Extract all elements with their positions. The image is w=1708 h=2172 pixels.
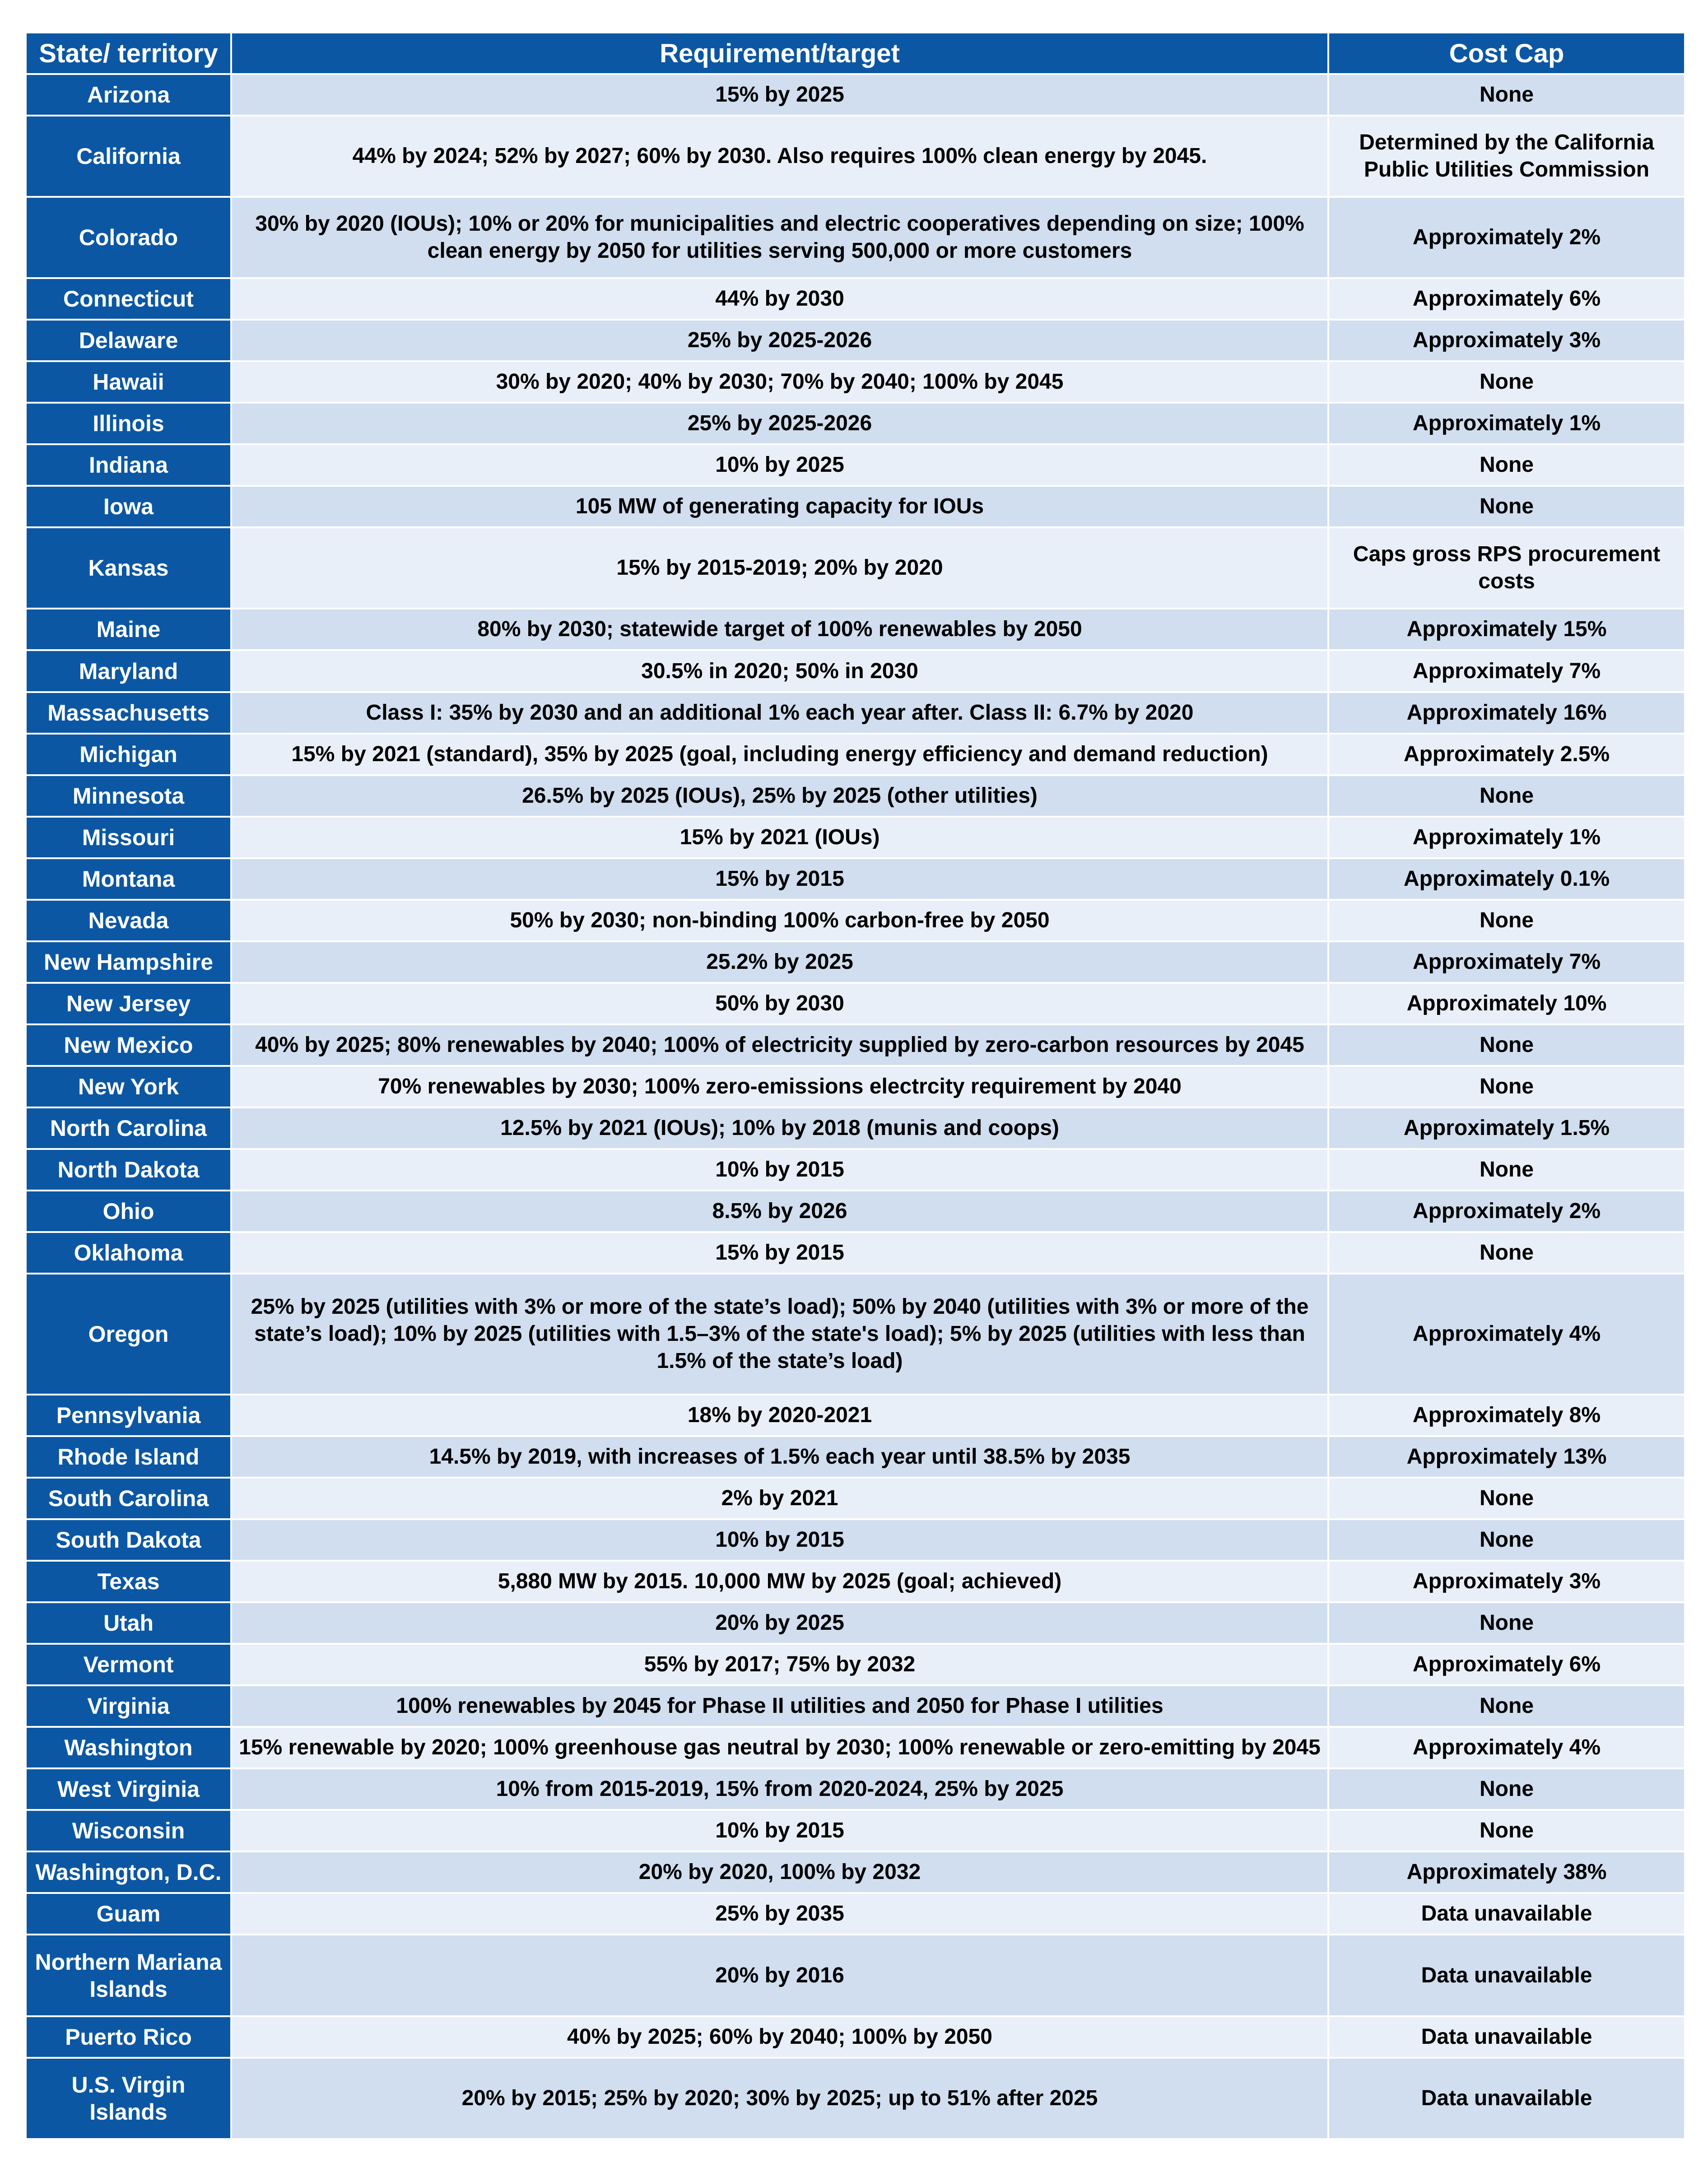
cost-cap-cell: Data unavailable xyxy=(1329,2059,1684,2138)
table-row xyxy=(27,651,1684,691)
cost-cap-cell: None xyxy=(1329,362,1684,402)
state-cell: Virginia xyxy=(27,1686,230,1726)
table-row xyxy=(27,1811,1684,1851)
requirement-cell: 20% by 2016 xyxy=(232,1935,1327,2015)
requirement-cell: 25% by 2035 xyxy=(232,1894,1327,1934)
requirement-cell: 40% by 2025; 60% by 2040; 100% by 2050 xyxy=(232,2017,1327,2057)
state-cell: Delaware xyxy=(27,321,230,360)
cost-cap-cell: Approximately 2.5% xyxy=(1329,735,1684,774)
table-row xyxy=(27,1520,1684,1560)
cost-cap-cell: Approximately 10% xyxy=(1329,984,1684,1023)
cost-cap-cell: Approximately 1.5% xyxy=(1329,1108,1684,1148)
requirement-cell: 10% by 2015 xyxy=(232,1811,1327,1851)
cost-cap-cell: Approximately 4% xyxy=(1329,1728,1684,1767)
requirement-cell: 20% by 2020, 100% by 2032 xyxy=(232,1852,1327,1892)
requirement-cell: 20% by 2025 xyxy=(232,1603,1327,1643)
cost-cap-cell: Data unavailable xyxy=(1329,1935,1684,2015)
state-cell: South Carolina xyxy=(27,1479,230,1518)
table-row xyxy=(27,1437,1684,1477)
cost-cap-cell: None xyxy=(1329,487,1684,526)
cost-cap-cell: None xyxy=(1329,901,1684,940)
cost-cap-cell: Approximately 4% xyxy=(1329,1274,1684,1394)
cost-cap-cell: Approximately 0.1% xyxy=(1329,859,1684,899)
requirement-cell: 15% by 2021 (IOUs) xyxy=(232,818,1327,857)
table-row xyxy=(27,321,1684,360)
requirement-cell: 15% by 2025 xyxy=(232,75,1327,115)
cost-cap-cell: Approximately 15% xyxy=(1329,609,1684,649)
cost-cap-cell: None xyxy=(1329,1025,1684,1065)
requirement-cell: 12.5% by 2021 (IOUs); 10% by 2018 (munis and coops) xyxy=(232,1108,1327,1148)
requirement-cell: 25.2% by 2025 xyxy=(232,942,1327,982)
cost-cap-cell: Data unavailable xyxy=(1329,1894,1684,1934)
table-row xyxy=(27,693,1684,733)
cost-cap-cell: None xyxy=(1329,75,1684,115)
requirement-cell: Class I: 35% by 2030 and an additional 1% each year after. Class II: 6.7% by 2020 xyxy=(232,693,1327,733)
table-row xyxy=(27,1769,1684,1809)
header-cost-cap: Cost Cap xyxy=(1329,33,1684,73)
header-requirement: Requirement/target xyxy=(232,33,1327,73)
table-row xyxy=(27,1025,1684,1065)
table-row xyxy=(27,1562,1684,1601)
table-row xyxy=(27,1150,1684,1190)
table-row xyxy=(27,818,1684,857)
state-cell: New York xyxy=(27,1067,230,1107)
requirement-cell: 44% by 2024; 52% by 2027; 60% by 2030. Also requires 100% clean energy by 2045. xyxy=(232,116,1327,196)
table-row xyxy=(27,1191,1684,1231)
table-row xyxy=(27,942,1684,982)
table-row xyxy=(27,1395,1684,1435)
table-row xyxy=(27,1935,1684,2015)
table-row xyxy=(27,1603,1684,1643)
state-cell: Oklahoma xyxy=(27,1233,230,1273)
cost-cap-cell: None xyxy=(1329,445,1684,485)
state-cell: U.S. Virgin Islands xyxy=(27,2059,230,2138)
state-cell: Montana xyxy=(27,859,230,899)
table-row xyxy=(27,1274,1684,1394)
cost-cap-cell: None xyxy=(1329,1603,1684,1643)
requirement-cell: 15% by 2015 xyxy=(232,859,1327,899)
requirement-cell: 10% by 2015 xyxy=(232,1520,1327,1560)
state-cell: Nevada xyxy=(27,901,230,940)
cost-cap-cell: Approximately 6% xyxy=(1329,1645,1684,1684)
requirement-cell: 15% by 2021 (standard), 35% by 2025 (goal, including energy efficiency and demand reduction) xyxy=(232,735,1327,774)
requirement-cell: 105 MW of generating capacity for IOUs xyxy=(232,487,1327,526)
requirement-cell: 25% by 2025 (utilities with 3% or more of the state’s load); 50% by 2040 (utilities with 3% or more of the state’s load); 10% by 2025 (utilities with 1.5–3% of the state's load); 5% by 2025 (utilities with less than 1.5% of the state’s load) xyxy=(232,1274,1327,1394)
table-row xyxy=(27,609,1684,649)
state-cell: Kansas xyxy=(27,528,230,608)
requirement-cell: 20% by 2015; 25% by 2020; 30% by 2025; up to 51% after 2025 xyxy=(232,2059,1327,2138)
cost-cap-cell: None xyxy=(1329,1686,1684,1726)
state-cell: New Jersey xyxy=(27,984,230,1023)
requirement-cell: 8.5% by 2026 xyxy=(232,1191,1327,1231)
cost-cap-cell: Approximately 7% xyxy=(1329,651,1684,691)
cost-cap-cell: Determined by the California Public Utilities Commission xyxy=(1329,116,1684,196)
requirement-cell: 10% by 2015 xyxy=(232,1150,1327,1190)
header-state: State/ territory xyxy=(27,33,230,73)
requirement-cell: 80% by 2030; statewide target of 100% renewables by 2050 xyxy=(232,609,1327,649)
requirement-cell: 18% by 2020-2021 xyxy=(232,1395,1327,1435)
requirement-cell: 15% by 2015 xyxy=(232,1233,1327,1273)
state-cell: Colorado xyxy=(27,198,230,277)
table-row xyxy=(27,776,1684,816)
state-cell: Ohio xyxy=(27,1191,230,1231)
state-cell: Massachusetts xyxy=(27,693,230,733)
rps-table xyxy=(25,32,1686,2140)
requirement-cell: 40% by 2025; 80% renewables by 2040; 100% of electricity supplied by zero-carbon resources by 2045 xyxy=(232,1025,1327,1065)
state-cell: Texas xyxy=(27,1562,230,1601)
state-cell: Arizona xyxy=(27,75,230,115)
requirement-cell: 30.5% in 2020; 50% in 2030 xyxy=(232,651,1327,691)
state-cell: West Virginia xyxy=(27,1769,230,1809)
state-cell: North Carolina xyxy=(27,1108,230,1148)
state-cell: Northern Mariana Islands xyxy=(27,1935,230,2015)
requirement-cell: 100% renewables by 2045 for Phase II utilities and 2050 for Phase I utilities xyxy=(232,1686,1327,1726)
state-cell: Rhode Island xyxy=(27,1437,230,1477)
state-cell: Wisconsin xyxy=(27,1811,230,1851)
requirement-cell: 10% by 2025 xyxy=(232,445,1327,485)
table-row xyxy=(27,198,1684,277)
state-cell: Iowa xyxy=(27,487,230,526)
state-cell: Vermont xyxy=(27,1645,230,1684)
state-cell: Indiana xyxy=(27,445,230,485)
requirement-cell: 30% by 2020; 40% by 2030; 70% by 2040; 100% by 2045 xyxy=(232,362,1327,402)
cost-cap-cell: None xyxy=(1329,1769,1684,1809)
state-cell: Illinois xyxy=(27,404,230,443)
table-row xyxy=(27,528,1684,608)
cost-cap-cell: Approximately 3% xyxy=(1329,321,1684,360)
cost-cap-cell: None xyxy=(1329,1150,1684,1190)
table-row xyxy=(27,1479,1684,1518)
table-row xyxy=(27,1728,1684,1767)
cost-cap-cell: None xyxy=(1329,1479,1684,1518)
table-row xyxy=(27,984,1684,1023)
requirement-cell: 15% renewable by 2020; 100% greenhouse gas neutral by 2030; 100% renewable or zero-emitting by 2045 xyxy=(232,1728,1327,1767)
cost-cap-cell: Approximately 13% xyxy=(1329,1437,1684,1477)
state-cell: New Mexico xyxy=(27,1025,230,1065)
table-row xyxy=(27,362,1684,402)
state-cell: Pennsylvania xyxy=(27,1395,230,1435)
table-row xyxy=(27,1233,1684,1273)
table-row xyxy=(27,2059,1684,2138)
state-cell: North Dakota xyxy=(27,1150,230,1190)
table-row xyxy=(27,859,1684,899)
table-row xyxy=(27,901,1684,940)
cost-cap-cell: Approximately 1% xyxy=(1329,404,1684,443)
state-cell: Washington xyxy=(27,1728,230,1767)
state-cell: Minnesota xyxy=(27,776,230,816)
table-row xyxy=(27,404,1684,443)
requirement-cell: 25% by 2025-2026 xyxy=(232,321,1327,360)
state-cell: New Hampshire xyxy=(27,942,230,982)
requirement-cell: 15% by 2015-2019; 20% by 2020 xyxy=(232,528,1327,608)
state-cell: Washington, D.C. xyxy=(27,1852,230,1892)
table-row xyxy=(27,1645,1684,1684)
cost-cap-cell: None xyxy=(1329,1811,1684,1851)
state-cell: Connecticut xyxy=(27,279,230,319)
requirement-cell: 2% by 2021 xyxy=(232,1479,1327,1518)
requirement-cell: 30% by 2020 (IOUs); 10% or 20% for municipalities and electric cooperatives depending on size; 100% clean energy by 2050 for utilities serving 500,000 or more customers xyxy=(232,198,1327,277)
table-row xyxy=(27,116,1684,196)
table-header-row xyxy=(27,33,1684,73)
cost-cap-cell: Approximately 7% xyxy=(1329,942,1684,982)
state-cell: Utah xyxy=(27,1603,230,1643)
requirement-cell: 44% by 2030 xyxy=(232,279,1327,319)
requirement-cell: 55% by 2017; 75% by 2032 xyxy=(232,1645,1327,1684)
cost-cap-cell: None xyxy=(1329,1067,1684,1107)
cost-cap-cell: Approximately 8% xyxy=(1329,1395,1684,1435)
state-cell: Maryland xyxy=(27,651,230,691)
state-cell: Maine xyxy=(27,609,230,649)
table-row xyxy=(27,1894,1684,1934)
state-cell: South Dakota xyxy=(27,1520,230,1560)
table-row xyxy=(27,487,1684,526)
cost-cap-cell: Data unavailable xyxy=(1329,2017,1684,2057)
cost-cap-cell: Approximately 2% xyxy=(1329,198,1684,277)
requirement-cell: 14.5% by 2019, with increases of 1.5% each year until 38.5% by 2035 xyxy=(232,1437,1327,1477)
cost-cap-cell: Approximately 16% xyxy=(1329,693,1684,733)
cost-cap-cell: Approximately 2% xyxy=(1329,1191,1684,1231)
requirement-cell: 26.5% by 2025 (IOUs), 25% by 2025 (other utilities) xyxy=(232,776,1327,816)
state-cell: Missouri xyxy=(27,818,230,857)
requirement-cell: 50% by 2030; non-binding 100% carbon-free by 2050 xyxy=(232,901,1327,940)
table-body xyxy=(27,75,1684,2138)
cost-cap-cell: Approximately 3% xyxy=(1329,1562,1684,1601)
table-row xyxy=(27,75,1684,115)
state-cell: California xyxy=(27,116,230,196)
table-row xyxy=(27,279,1684,319)
state-cell: Hawaii xyxy=(27,362,230,402)
cost-cap-cell: Approximately 38% xyxy=(1329,1852,1684,1892)
state-cell: Michigan xyxy=(27,735,230,774)
table-row xyxy=(27,1067,1684,1107)
table-row xyxy=(27,1852,1684,1892)
requirement-cell: 25% by 2025-2026 xyxy=(232,404,1327,443)
requirement-cell: 5,880 MW by 2015. 10,000 MW by 2025 (goal; achieved) xyxy=(232,1562,1327,1601)
table-row xyxy=(27,1686,1684,1726)
state-cell: Puerto Rico xyxy=(27,2017,230,2057)
requirement-cell: 10% from 2015-2019, 15% from 2020-2024, 25% by 2025 xyxy=(232,1769,1327,1809)
table-row xyxy=(27,735,1684,774)
cost-cap-cell: Approximately 1% xyxy=(1329,818,1684,857)
table-row xyxy=(27,2017,1684,2057)
requirement-cell: 50% by 2030 xyxy=(232,984,1327,1023)
cost-cap-cell: None xyxy=(1329,1233,1684,1273)
requirement-cell: 70% renewables by 2030; 100% zero-emissions electrcity requirement by 2040 xyxy=(232,1067,1327,1107)
cost-cap-cell: Approximately 6% xyxy=(1329,279,1684,319)
table-row xyxy=(27,1108,1684,1148)
state-cell: Guam xyxy=(27,1894,230,1934)
cost-cap-cell: None xyxy=(1329,1520,1684,1560)
cost-cap-cell: Caps gross RPS procurement costs xyxy=(1329,528,1684,608)
state-cell: Oregon xyxy=(27,1274,230,1394)
cost-cap-cell: None xyxy=(1329,776,1684,816)
table-row xyxy=(27,445,1684,485)
